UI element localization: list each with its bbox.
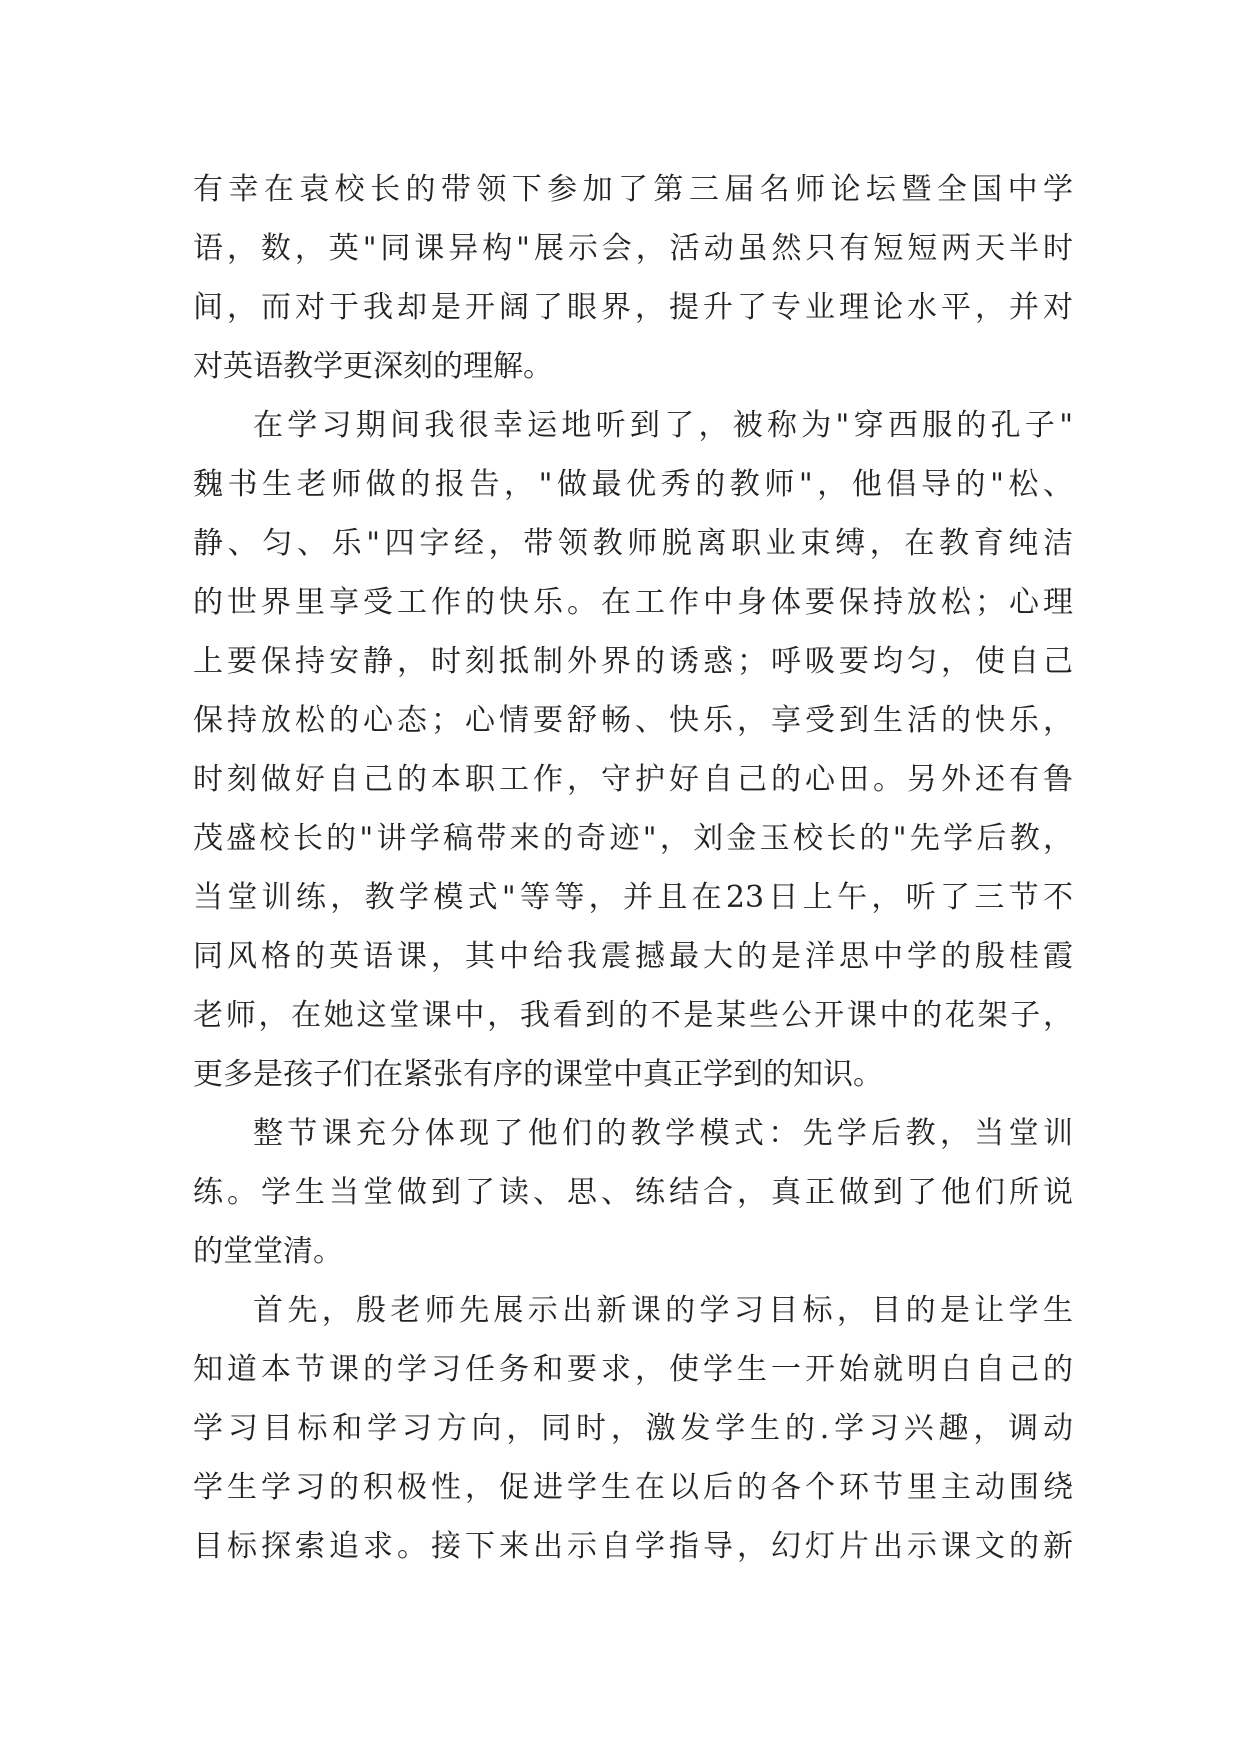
text-line: 学生学习的积极性，促进学生在以后的各个环节里主动围绕 — [193, 1470, 1073, 1505]
text-line: 静、匀、乐"四字经，带领教师脱离职业束缚，在教育纯洁 — [193, 526, 1073, 561]
text-line: 老师，在她这堂课中，我看到的不是某些公开课中的花架子， — [193, 998, 1073, 1033]
text-line: 首先，殷老师先展示出新课的学习目标，目的是让学生 — [253, 1293, 1073, 1328]
text-line: 茂盛校长的"讲学稿带来的奇迹"，刘金玉校长的"先学后教， — [193, 821, 1073, 856]
text-line: 学习目标和学习方向，同时，激发学生的.学习兴趣，调动 — [193, 1411, 1073, 1446]
text-line: 时刻做好自己的本职工作，守护好自己的心田。另外还有鲁 — [193, 762, 1073, 797]
text-line: 的堂堂清。 — [193, 1234, 343, 1269]
text-line: 对英语教学更深刻的理解。 — [193, 349, 553, 384]
text-line: 上要保持安静，时刻抵制外界的诱惑；呼吸要均匀，使自己 — [193, 644, 1073, 679]
text-line: 知道本节课的学习任务和要求，使学生一开始就明白自己的 — [193, 1352, 1073, 1387]
text-line: 更多是孩子们在紧张有序的课堂中真正学到的知识。 — [193, 1057, 883, 1092]
text-line: 当堂训练，教学模式"等等，并且在23日上午，听了三节不 — [193, 880, 1073, 915]
text-line: 在学习期间我很幸运地听到了，被称为"穿西服的孔子" — [253, 408, 1073, 443]
text-line: 有幸在袁校长的带领下参加了第三届名师论坛暨全国中学 — [193, 172, 1073, 207]
text-line: 目标探索追求。接下来出示自学指导，幻灯片出示课文的新 — [193, 1529, 1073, 1564]
text-line: 魏书生老师做的报告，"做最优秀的教师"，他倡导的"松、 — [193, 467, 1073, 502]
text-line: 同风格的英语课，其中给我震撼最大的是洋思中学的殷桂霞 — [193, 939, 1073, 974]
text-line: 整节课充分体现了他们的教学模式：先学后教，当堂训 — [253, 1116, 1073, 1151]
text-line: 练。学生当堂做到了读、思、练结合，真正做到了他们所说 — [193, 1175, 1073, 1210]
text-line: 保持放松的心态；心情要舒畅、快乐，享受到生活的快乐， — [193, 703, 1073, 738]
text-line: 的世界里享受工作的快乐。在工作中身体要保持放松；心理 — [193, 585, 1073, 620]
body-text — [193, 160, 1073, 1576]
text-line: 语，数，英"同课异构"展示会，活动虽然只有短短两天半时 — [193, 231, 1073, 266]
text-line: 间，而对于我却是开阔了眼界，提升了专业理论水平，并对 — [193, 290, 1073, 325]
